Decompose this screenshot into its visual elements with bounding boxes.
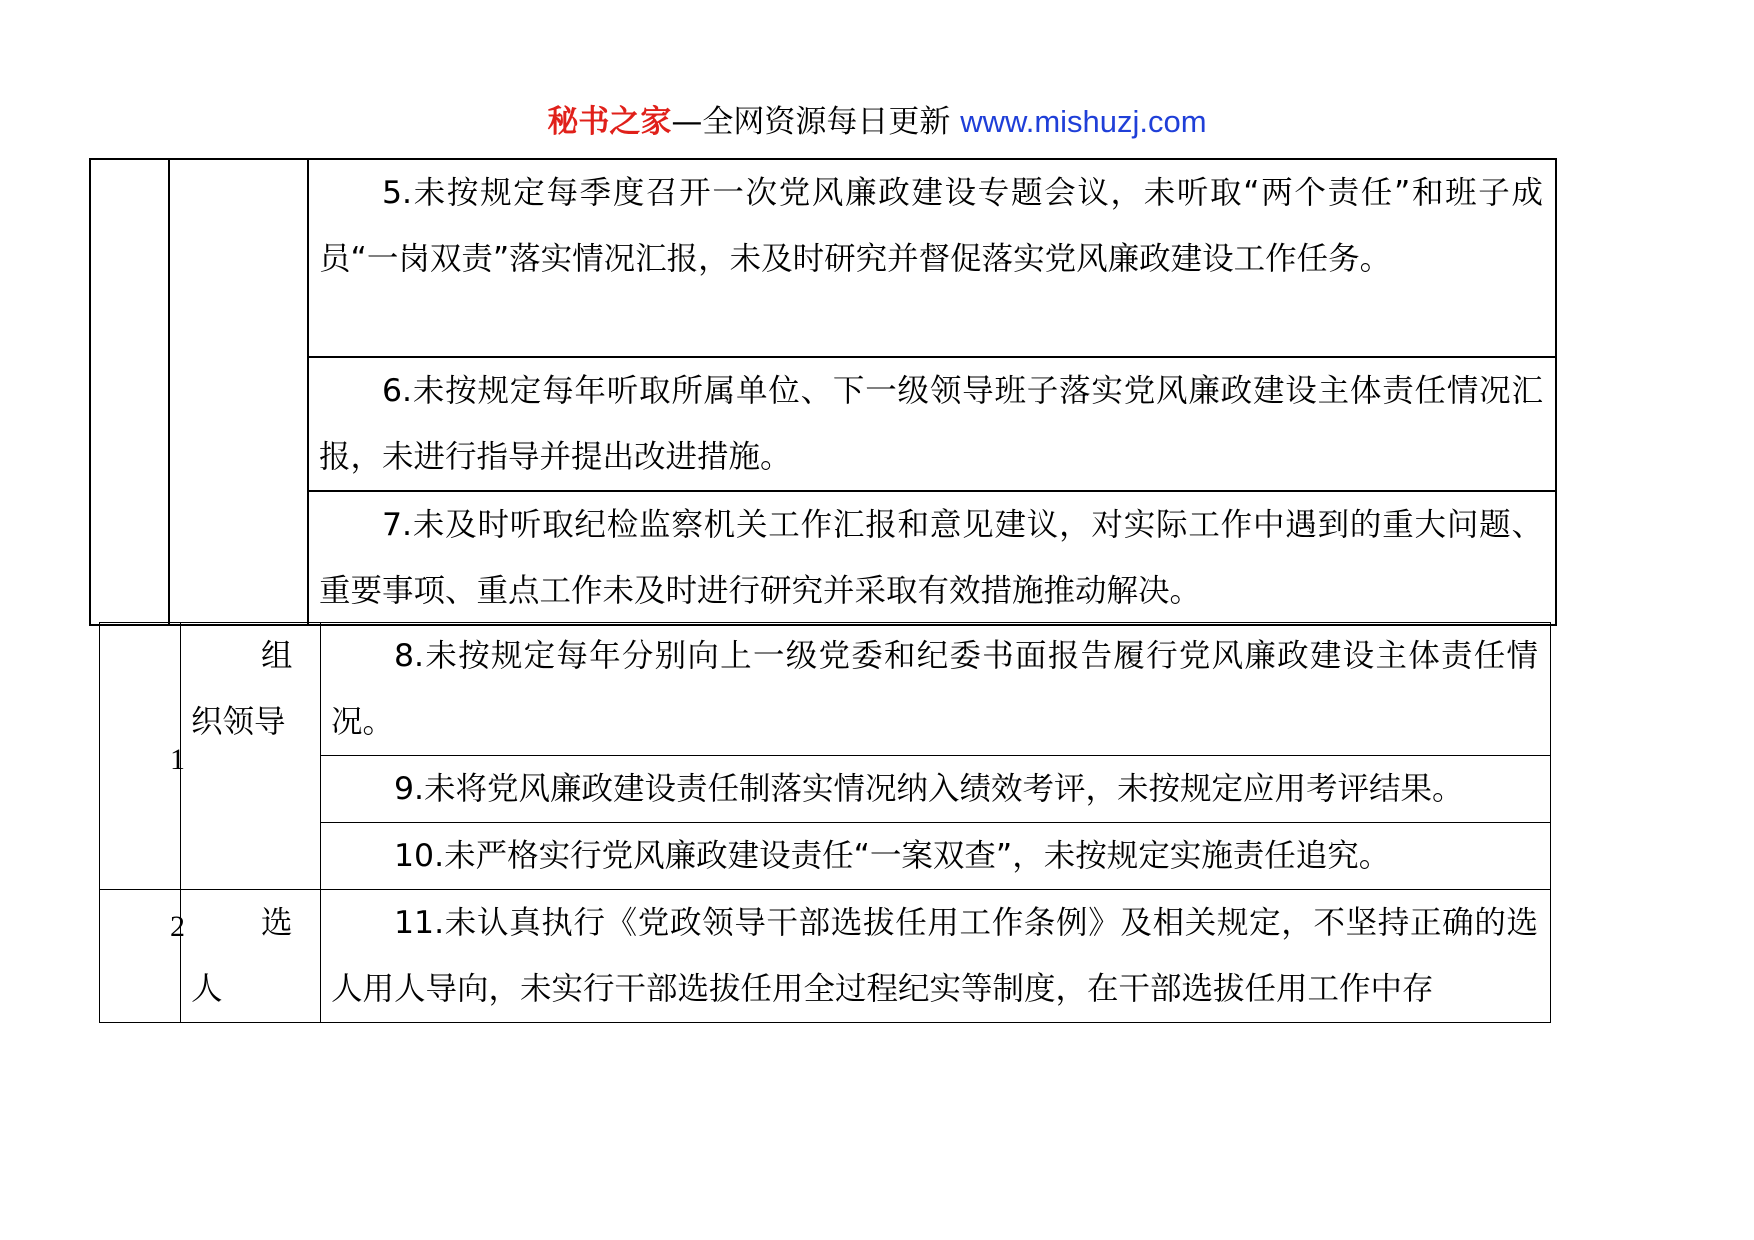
item-cell: [321, 823, 1551, 890]
item-cell: [321, 890, 1551, 1023]
number-cell: [100, 890, 185, 1023]
header-url[interactable]: www.mishuzj.com: [960, 104, 1207, 139]
table-row: [100, 623, 1551, 756]
item-cell: [308, 159, 1556, 357]
header-slogan: —全网资源每日更新: [671, 104, 951, 140]
item-cell: [321, 756, 1551, 823]
number-cell: [100, 623, 185, 890]
number-cell-empty: [90, 159, 169, 625]
table-row: [90, 357, 1556, 491]
item-text: 11.未认真执行《党政领导干部选拔任用工作条例》及相关规定，不坚持正确的选人用人导向，未实行干部选拔任用全过程纪实等制度，在干部选拔任用工作中存: [331, 905, 1538, 1007]
item-cell: [308, 357, 1556, 491]
category-cell: [181, 623, 321, 890]
table-top: [89, 158, 1557, 626]
category-cell: [181, 890, 321, 1023]
item-text: 5.未按规定每季度召开一次党风廉政建设专题会议，未听取“两个责任”和班子成员“一岗双责”落实情况汇报，未及时研究并督促落实党风廉政建设工作任务。: [319, 175, 1543, 277]
table-bottom: [99, 622, 1551, 1023]
item-text: 9.未将党风廉政建设责任制落实情况纳入绩效考评，未按规定应用考评结果。: [394, 771, 1464, 807]
item-cell: [321, 623, 1551, 756]
category-label: 组织领导: [191, 638, 293, 740]
page-header: [0, 100, 1754, 144]
row-number: 1: [170, 743, 185, 776]
item-cell: [308, 491, 1556, 625]
category-label: 选人: [191, 905, 293, 1007]
row-number: 2: [170, 910, 185, 943]
brand-name: 秘书之家: [547, 104, 672, 140]
table-row: [90, 491, 1556, 625]
table-row: [90, 159, 1556, 357]
item-text: 10.未严格实行党风廉政建设责任“一案双查”，未按规定实施责任追究。: [394, 838, 1391, 874]
table-row: [100, 890, 1551, 1023]
item-text: 8.未按规定每年分别向上一级党委和纪委书面报告履行党风廉政建设主体责任情况。: [331, 638, 1538, 740]
category-cell-empty: [169, 159, 308, 625]
item-text: 7.未及时听取纪检监察机关工作汇报和意见建议，对实际工作中遇到的重大问题、重要事项、重点工作未及时进行研究并采取有效措施推动解决。: [319, 507, 1543, 609]
item-text: 6.未按规定每年听取所属单位、下一级领导班子落实党风廉政建设主体责任情况汇报，未进行指导并提出改进措施。: [319, 373, 1543, 475]
